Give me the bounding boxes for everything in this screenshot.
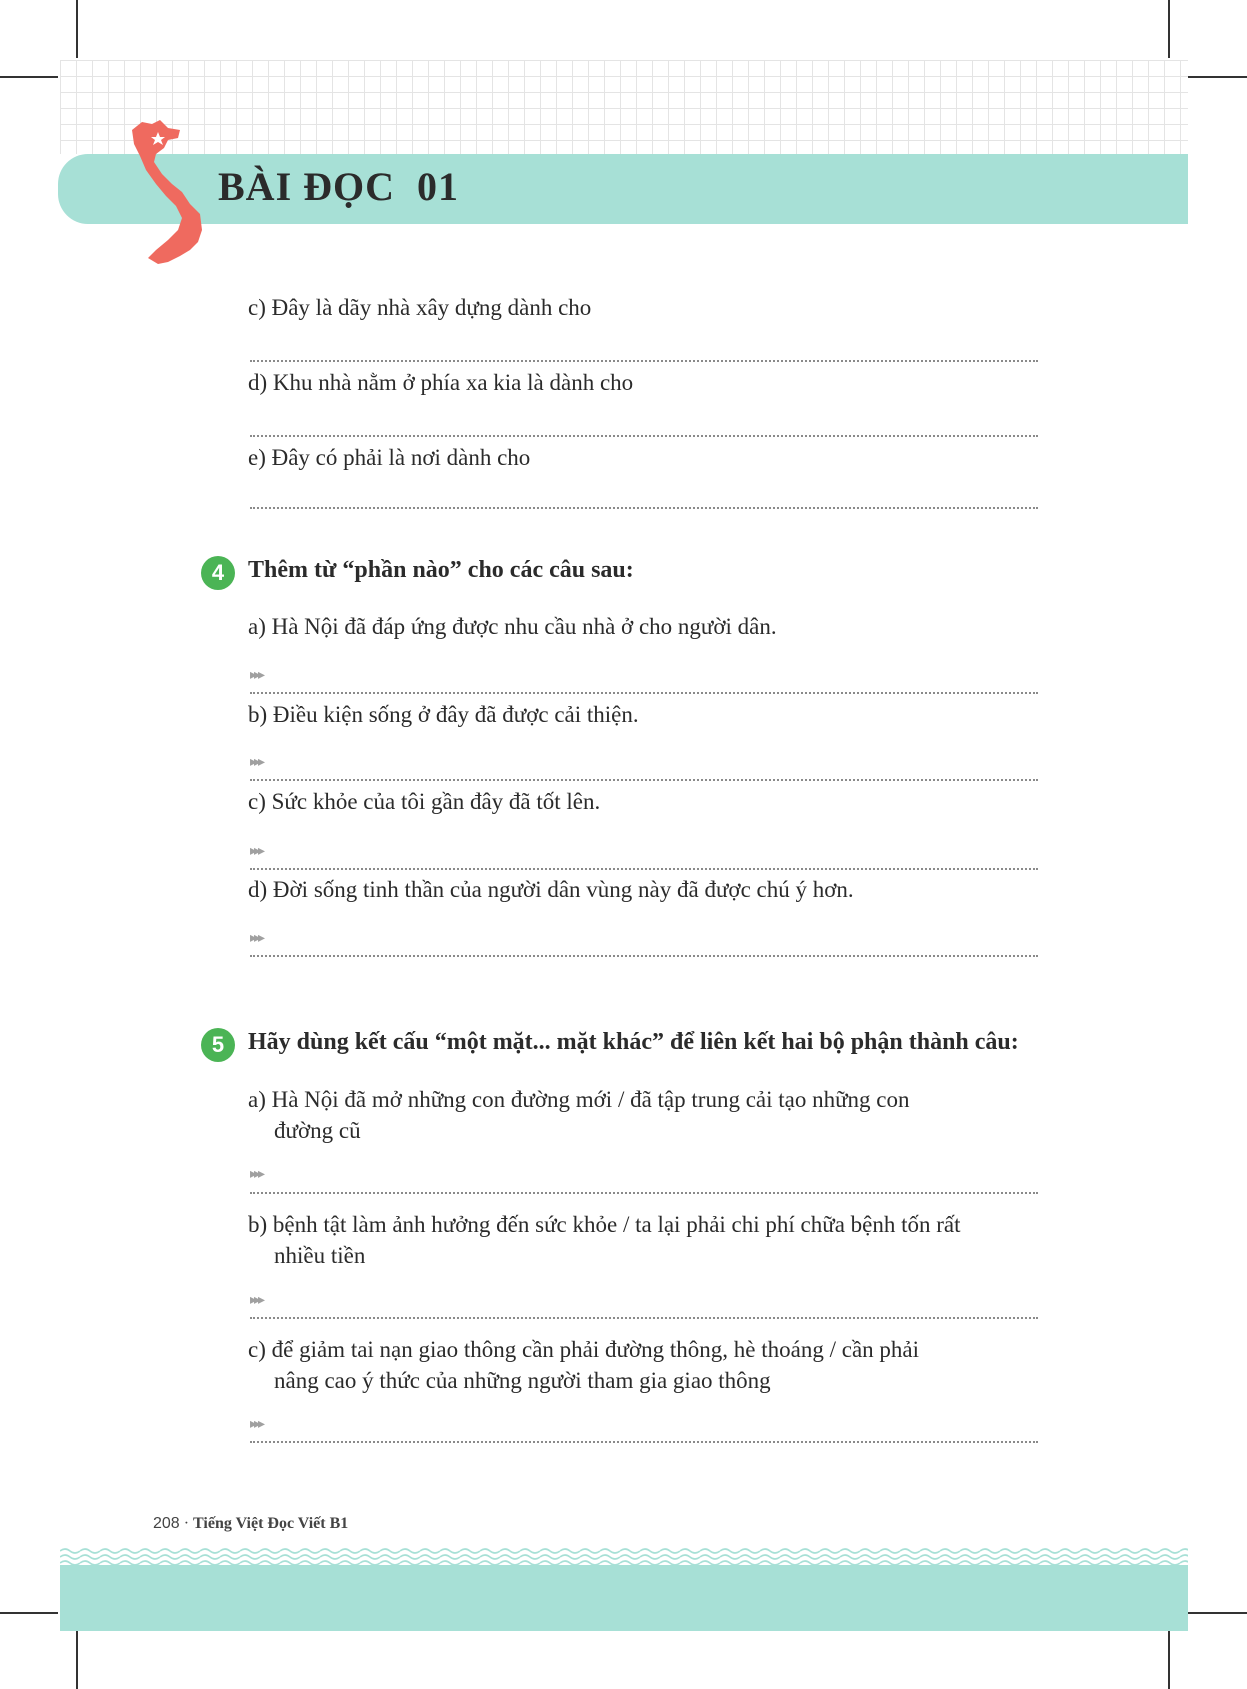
- list-item: a) Hà Nội đã mở những con đường mới / đã tập trung cải tạo những con: [248, 1087, 910, 1112]
- list-item: b) Điều kiện sống ở đây đã được cải thiện.: [248, 702, 639, 727]
- answer-line[interactable]: [250, 360, 1038, 362]
- answer-line[interactable]: [250, 868, 1038, 870]
- answer-line[interactable]: [250, 692, 1038, 694]
- page-footer: [153, 1515, 348, 1533]
- list-item: d) Khu nhà nằm ở phía xa kia là dành cho: [248, 370, 634, 395]
- list-item-continuation: nhiều tiền: [274, 1243, 366, 1268]
- list-item: d) Đời sống tinh thần của người dân vùng này đã được chú ý hơn.: [248, 877, 854, 902]
- answer-arrow-icon: ▸▸▸: [250, 667, 263, 683]
- page-number: 208: [153, 1515, 180, 1532]
- answer-line[interactable]: [250, 507, 1038, 509]
- list-item-continuation: nâng cao ý thức của những người tham gia giao thông: [274, 1368, 771, 1393]
- answer-line[interactable]: [250, 435, 1038, 437]
- crop-mark: [1188, 76, 1247, 78]
- question-title: Thêm từ “phần nào” cho các câu sau:: [248, 557, 634, 583]
- list-item: c) Sức khỏe của tôi gần đây đã tốt lên.: [248, 789, 601, 814]
- question-title: Hãy dùng kết cấu “một mặt... mặt khác” để liên kết hai bộ phận thành câu:: [248, 1029, 1019, 1055]
- vietnam-map-icon: [128, 118, 208, 268]
- crop-mark: [1168, 1631, 1170, 1689]
- header-grid-background: [60, 60, 1188, 154]
- page-title: BÀI ĐỌC 01: [218, 164, 460, 209]
- answer-arrow-icon: ▸▸▸: [250, 754, 263, 770]
- answer-arrow-icon: ▸▸▸: [250, 843, 263, 859]
- list-item: c) để giảm tai nạn giao thông cần phải đường thông, hè thoáng / cần phải: [248, 1337, 919, 1362]
- answer-line[interactable]: [250, 1317, 1038, 1319]
- book-title: Tiếng Việt Đọc Viết B1: [193, 1515, 349, 1532]
- answer-line[interactable]: [250, 1441, 1038, 1443]
- question-number-badge: 4: [201, 556, 235, 590]
- crop-mark: [1188, 1612, 1247, 1614]
- answer-arrow-icon: ▸▸▸: [250, 1292, 263, 1308]
- question-number-badge: 5: [201, 1028, 235, 1062]
- list-item: b) bệnh tật làm ảnh hưởng đến sức khỏe / ta lại phải chi phí chữa bệnh tốn rất: [248, 1212, 961, 1237]
- crop-mark: [0, 76, 58, 78]
- list-item: a) Hà Nội đã đáp ứng được nhu cầu nhà ở cho người dân.: [248, 614, 777, 639]
- footer-separator: ·: [179, 1515, 194, 1532]
- answer-arrow-icon: ▸▸▸: [250, 1416, 263, 1432]
- crop-mark: [1168, 0, 1170, 58]
- answer-arrow-icon: ▸▸▸: [250, 1166, 263, 1182]
- answer-arrow-icon: ▸▸▸: [250, 930, 263, 946]
- list-item-continuation: đường cũ: [274, 1118, 361, 1143]
- answer-line[interactable]: [250, 1192, 1038, 1194]
- crop-mark: [0, 1612, 58, 1614]
- answer-line[interactable]: [250, 955, 1038, 957]
- footer-band: [60, 1565, 1188, 1631]
- crop-mark: [76, 1631, 78, 1689]
- list-item: e) Đây có phải là nơi dành cho: [248, 445, 531, 470]
- crop-mark: [76, 0, 78, 58]
- list-item: c) Đây là dãy nhà xây dựng dành cho: [248, 295, 592, 320]
- answer-line[interactable]: [250, 779, 1038, 781]
